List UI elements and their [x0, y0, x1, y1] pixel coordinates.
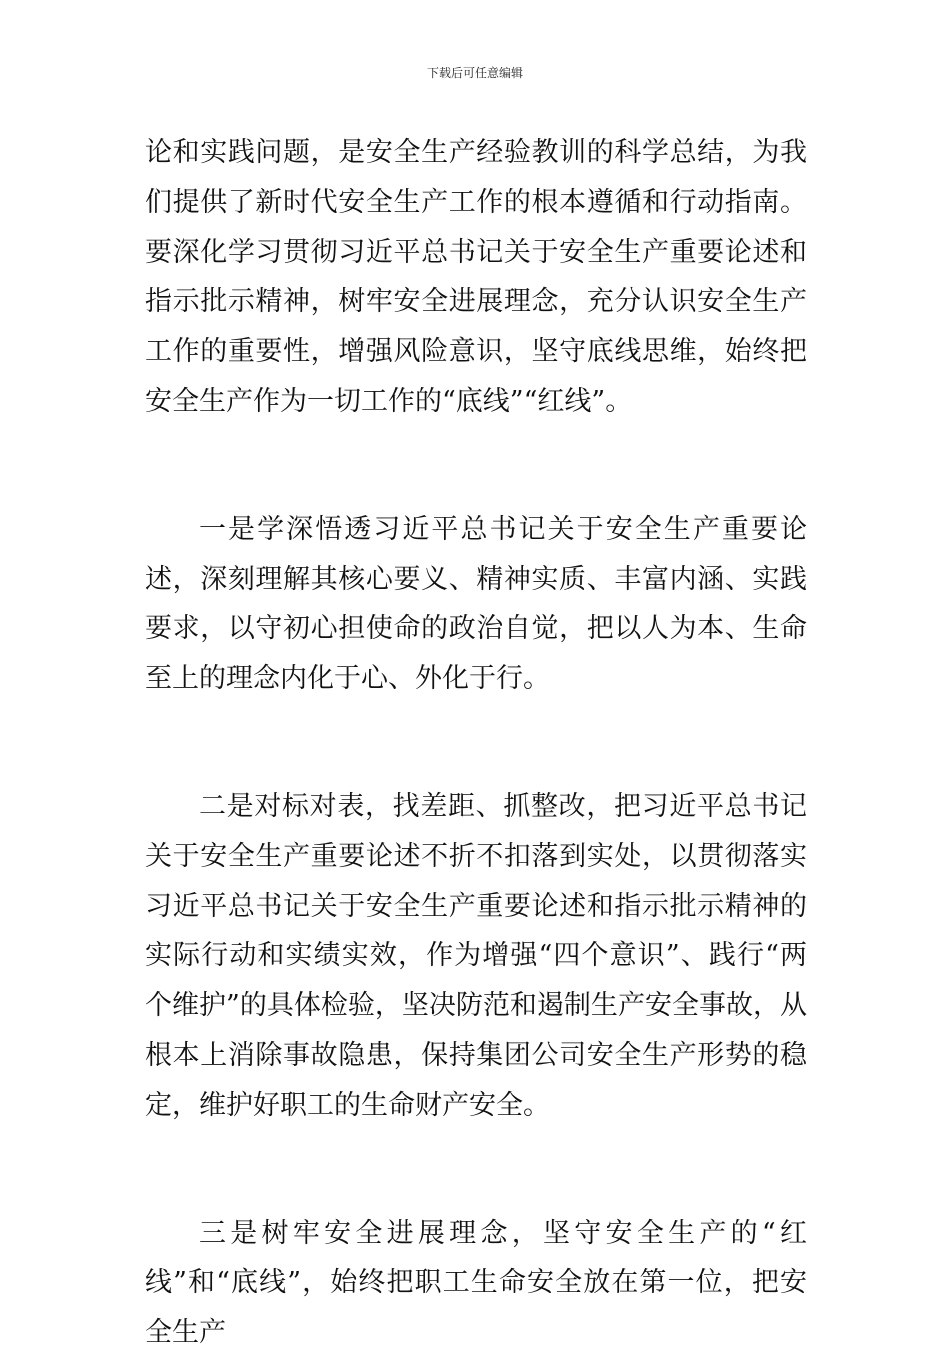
page-header: 下载后可任意编辑: [426, 66, 523, 80]
paragraph-continuation: 论和实践问题，是安全生产经验教训的科学总结，为我们提供了新时代安全生产工作的根本遵循和行动指南。要深化学习贯彻习近平总书记关于安全生产重要论述和指示批示精神，树牢安全进展理念，充分认识安全生产工作的重要性，增强风险意识，坚守底线思维，始终把安全生产作为一切工作的“底线”“红线”。: [145, 137, 807, 417]
document-body: [145, 128, 807, 1358]
paragraph-point-two: 二是对标对表，找差距、抓整改，把习近平总书记关于安全生产重要论述不折不扣落到实处，以贯彻落实习近平总书记关于安全生产重要论述和指示批示精神的实际行动和实绩实效，作为增强“四个意识”、践行“两个维护”的具体检验，坚决防范和遏制生产安全事故，从根本上消除事故隐患，保持集团公司安全生产形势的稳定，维护好职工的生命财产安全。: [145, 790, 807, 1121]
paragraph-point-one: 一是学深悟透习近平总书记关于安全生产重要论述，深刻理解其核心要义、精神实质、丰富内涵、实践要求，以守初心担使命的政治自觉，把以人为本、生命至上的理念内化于心、外化于行。: [145, 513, 807, 695]
paragraph-gap: [145, 1131, 807, 1209]
paragraph-point-three: 三是树牢安全进展理念，坚守安全生产的“红线”和“底线”，始终把职工生命安全放在第一位，把安全生产: [145, 1217, 807, 1349]
paragraph-gap: [145, 427, 807, 505]
paragraph-gap: [145, 704, 807, 782]
